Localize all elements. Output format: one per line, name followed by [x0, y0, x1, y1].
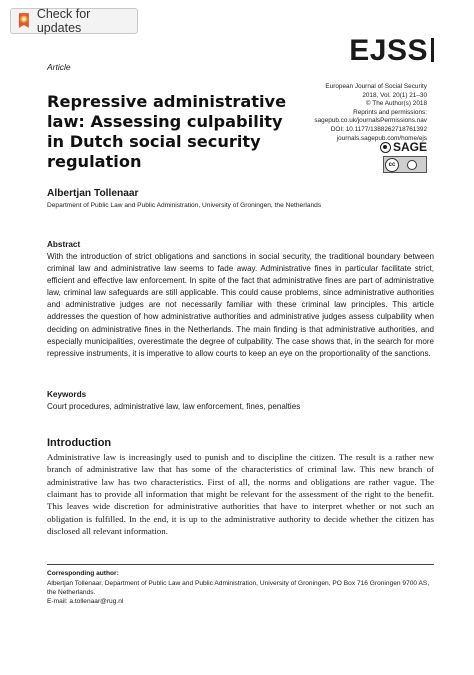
abstract-text: With the introduction of strict obligations and sanctions in social security, the traditional boundary between criminal law and administrative law seems to fade away. Administrative fines in particular facilitate strict, efficient and effective law enforcement. In spite of the fact that administrative fines are part of administrative law, criminal law safeguards are still applicable. This could cause problems, since administrative authorities and administrative judges are not necessarily familiar with these criminal law principles. This article addresses the question of how administrative authorities and administrative judges assess culpability when deciding on administrative fines in the Netherlands. The main finding is that administrative authorities, and especially municipalities, overestimate the degree of culpability. The case shows that, in the search for more repressive instruments, it is imperative to allow courts to keep an eye on the proportionality of the sanctions.: [47, 252, 434, 358]
corresponding-author-heading: Corresponding author:: [47, 570, 119, 577]
footnote-divider: [47, 564, 434, 565]
sage-mark-icon: [380, 142, 391, 153]
article-type-label: Article: [47, 62, 71, 72]
article-title: Repressive administrative law: Assessing culpability in Dutch social security regulation: [47, 92, 287, 171]
journal-logo: EJSS: [349, 34, 428, 67]
crossmark-icon: [17, 12, 31, 30]
introduction-text: Administrative law is increasingly used to punish and to discipline the citizen. The result is a rather new branch of administrative law that has some of the characteristics of criminal law. This new branch of administrative law has two characteristics. First of all, the norms and obligations are rather vague. The claimant has to provide all information that might be relevant for the assessment of the right to the benefit. This leaves wide discretion for administrative authorities that have to interpret whether or not such an obligation is fulfilled. In the end, it is up to the administrative authority to decide whether the citizen has disclosed all relevant information.: [47, 452, 434, 537]
journal-volume: 2018, Vol. 20(1) 21–30: [362, 91, 427, 99]
introduction-heading: Introduction: [47, 437, 112, 449]
author-name: Albertjan Tollenaar: [47, 188, 139, 199]
creative-commons-icon: cc: [385, 158, 399, 172]
journal-name: European Journal of Social Security: [325, 83, 427, 90]
keywords-text: Court procedures, administrative law, law enforcement, fines, penalties: [47, 402, 301, 411]
corresponding-author-email[interactable]: E-mail: a.tollenaar@rug.nl: [47, 597, 124, 605]
journal-home-link[interactable]: journals.sagepub.com/home/ejs: [336, 134, 427, 142]
journal-meta: [314, 83, 427, 143]
journal-logo-bar: [431, 38, 434, 62]
doi-link[interactable]: DOI: 10.1177/1388262718761392: [330, 125, 427, 133]
copyright-line: © The Author(s) 2018: [365, 100, 427, 108]
corresponding-author-address: Albertjan Tollenaar, Department of Public Law and Public Administration, University of Groningen, PO Box 716 Groningen 9700 AS, the Netherlands.: [47, 580, 430, 596]
author-affiliation: Department of Public Law and Public Administration, University of Groningen, the Netherlands: [47, 202, 322, 209]
sage-logo: [380, 140, 427, 154]
abstract-heading: Abstract: [47, 240, 81, 249]
sage-logo-text: SAGE: [392, 140, 427, 154]
keywords-heading: Keywords: [47, 390, 87, 399]
check-for-updates-button[interactable]: [10, 8, 138, 34]
cc-by-license-badge[interactable]: [383, 156, 427, 173]
attribution-icon: [399, 158, 425, 171]
reprints-label: Reprints and permissions:: [353, 108, 427, 116]
check-for-updates-label: Check for updates: [36, 7, 91, 35]
permissions-link[interactable]: sagepub.co.uk/journalsPermissions.nav: [314, 117, 427, 125]
corresponding-author-details: [47, 580, 439, 607]
